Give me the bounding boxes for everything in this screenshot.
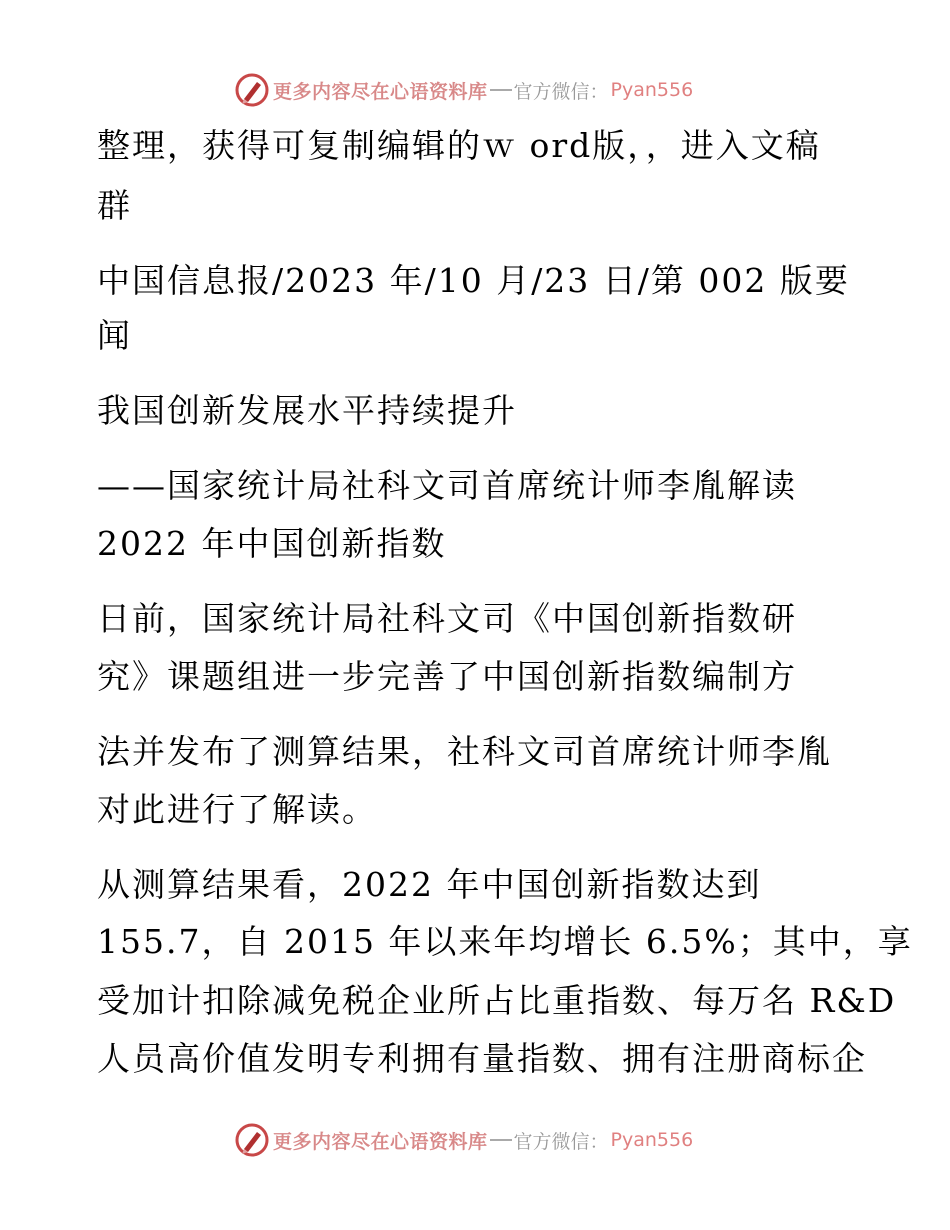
doc-line: 2022 年中国创新指数: [97, 524, 447, 563]
watermark-label: 官方微信：: [513, 80, 609, 103]
pen-logo-icon: [235, 1123, 269, 1157]
doc-line: 155.7，自 2015 年以来年均增长 6.5%；其中，享: [97, 922, 913, 961]
doc-line: 日前，国家统计局社科文司《中国创新指数研: [97, 599, 797, 638]
watermark-wechat-id: Pyan556: [610, 1129, 694, 1151]
doc-line: 从测算结果看，2022 年中国创新指数达到: [97, 865, 762, 904]
doc-line: ——国家统计局社科文司首席统计师李胤解读: [97, 466, 797, 505]
watermark-text: 更多内容尽在心语资料库: [273, 80, 488, 103]
doc-line: 对此进行了解读。: [97, 790, 377, 829]
pen-logo-icon: [235, 73, 269, 107]
watermark-divider: [490, 89, 512, 91]
doc-line: 整理，获得可复制编辑的ｗ ord版，，进入文稿: [97, 126, 821, 165]
watermark-label: 官方微信：: [513, 1130, 609, 1153]
doc-line: 中国信息报/2023 年/10 月/23 日/第 002 版要: [97, 261, 850, 300]
watermark-wechat-id: Pyan556: [610, 79, 694, 101]
doc-line: 闻: [97, 316, 132, 355]
doc-line: 受加计扣除减免税企业所占比重指数、每万名 R&D: [97, 981, 897, 1020]
doc-line: 人员高价值发明专利拥有量指数、拥有注册商标企: [97, 1039, 867, 1078]
doc-line: 群: [97, 186, 132, 225]
watermark-text: 更多内容尽在心语资料库: [273, 1130, 488, 1153]
watermark-divider: [490, 1139, 512, 1141]
doc-line: 我国创新发展水平持续提升: [97, 391, 517, 430]
doc-line: 法并发布了测算结果，社科文司首席统计师李胤: [97, 732, 832, 771]
doc-line: 究》课题组进一步完善了中国创新指数编制方: [97, 657, 797, 696]
watermark-top: [235, 72, 693, 108]
watermark-bottom: [235, 1122, 693, 1158]
